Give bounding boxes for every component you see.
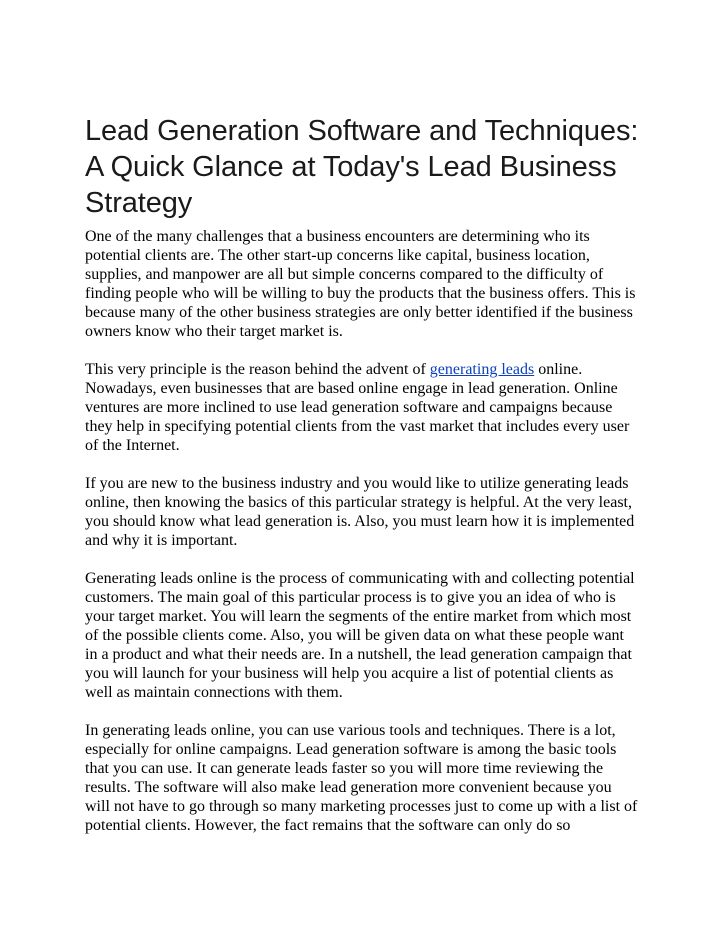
paragraph-2	[85, 360, 640, 455]
paragraph-5: In generating leads online, you can use various tools and techniques. There is a lot, especially for online campaigns. Lead generation software is among the basic tools that you can use. It can generate leads faster so you will more time reviewing the results. The software will also make lead generation more convenient because you will not have to go through so many marketing processes just to come up with a list of potential clients. However, the fact remains that the software can only do so	[85, 722, 638, 834]
page-title: Lead Generation Software and Techniques: A Quick Glance at Today's Lead Business Strategy	[85, 115, 639, 219]
generating-leads-link[interactable]: generating leads	[429, 361, 535, 378]
paragraph-3: If you are new to the business industry and you would like to utilize generating leads online, then knowing the basics of this particular strategy is helpful. At the very least, you should know what lead generation is. Also, you must learn how it is implemented and why it is important.	[85, 475, 635, 549]
paragraph-1: One of the many challenges that a business encounters are determining who its potential clients are. The other start-up concerns like capital, business location, supplies, and manpower are all but simple concerns compared to the difficulty of finding people who will be willing to buy the products that the business offers. This is because many of the other business strategies are only better identified if the business owners know who their target market is.	[85, 228, 636, 340]
paragraph-4: Generating leads online is the process of communicating with and collecting potential customers. The main goal of this particular process is to give you an idea of who is your target market. You will learn the segments of the entire market from which most of the possible clients come. Also, you will be given data on what these people want in a product and what their needs are. In a nutshell, the lead generation campaign that you will launch for your business will help you acquire a list of potential clients as well as maintain connections with them.	[85, 570, 635, 701]
document-page	[85, 113, 640, 854]
paragraph-2-text-after: online. Nowadays, even businesses that are based online engage in lead generation. Online ventures are more inclined to use lead generation software and campaigns because they help in specifying potential clients from the vast market that includes every user of the Internet.	[85, 361, 630, 454]
paragraph-2-text-before: This very principle is the reason behind the advent of	[85, 361, 430, 378]
